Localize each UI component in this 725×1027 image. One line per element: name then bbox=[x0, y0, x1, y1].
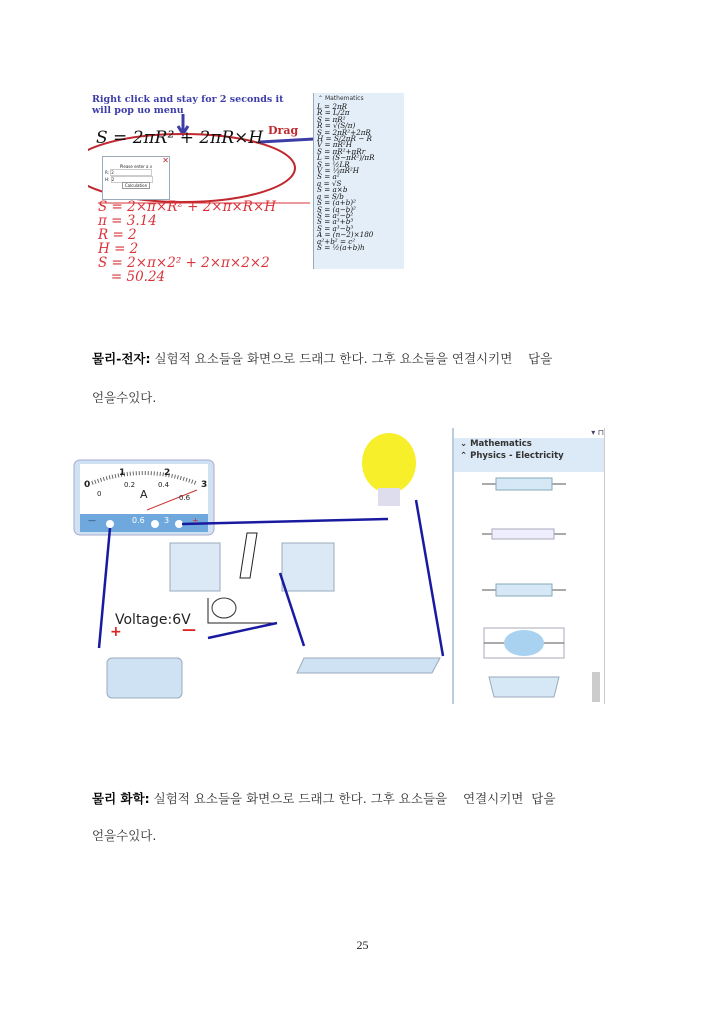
formula-item[interactable]: S = ½LR bbox=[317, 159, 350, 169]
formula-item[interactable]: S = a³+b³ bbox=[317, 217, 354, 227]
h-input[interactable]: 2 bbox=[111, 176, 153, 183]
paragraph-text: 실험적 요소들을 화면으로 드래그 한다. 그후 요소들을 연결시키면 답을 bbox=[149, 791, 556, 806]
formula-item[interactable]: H = S/2πR − R bbox=[317, 134, 372, 144]
formula-item[interactable]: V = ⅓πR²H bbox=[317, 166, 360, 176]
section-label: Mathematics bbox=[470, 439, 532, 449]
r-input[interactable]: 2 bbox=[110, 169, 152, 176]
formula-item[interactable]: S = 2πR²+2πR bbox=[317, 127, 371, 137]
panel-pin-icon[interactable]: ▾ ⊓ bbox=[591, 428, 604, 437]
field-label: H: bbox=[105, 177, 110, 182]
scrollbar[interactable] bbox=[592, 672, 600, 702]
instruction-note: Right click and stay for 2 seconds it will pop uo menu bbox=[92, 94, 284, 116]
formula-item[interactable]: L = (S−πR²)/πR bbox=[317, 153, 375, 163]
result-line: S = 2×π×2² + 2×π×2×2 bbox=[98, 255, 270, 271]
resistor-element bbox=[482, 478, 566, 490]
drag-arrow bbox=[260, 139, 314, 142]
header-label: Mathematics bbox=[324, 95, 364, 102]
circuit-graphics bbox=[72, 428, 452, 706]
scale-label: 0 bbox=[97, 490, 102, 498]
formula-item[interactable]: S = a² bbox=[317, 172, 340, 182]
formula-item[interactable]: S = πR² bbox=[317, 114, 346, 124]
element-panel bbox=[452, 428, 605, 704]
calculation-button[interactable]: Calculation bbox=[122, 182, 150, 189]
voltage-label: Voltage:6V bbox=[115, 612, 191, 628]
formula-item[interactable]: S = (a−b)² bbox=[317, 204, 356, 214]
formula-panel bbox=[313, 93, 404, 269]
element-list bbox=[454, 472, 602, 704]
formula-drag-figure bbox=[88, 92, 406, 285]
scale-label: 1 bbox=[119, 468, 126, 478]
close-icon[interactable]: ✕ bbox=[162, 156, 169, 165]
formula-item[interactable]: S = a³−b³ bbox=[317, 223, 354, 233]
terminal-label: 0.6 bbox=[132, 516, 145, 525]
section-physics-electricity[interactable]: ⌃ Physics - Electricity bbox=[460, 451, 564, 461]
formula-item[interactable]: S = ½(a+b)h bbox=[317, 242, 365, 252]
formula-item[interactable]: a = S/b bbox=[317, 191, 344, 201]
formula-item[interactable]: L = 2πR bbox=[317, 102, 348, 111]
scale-label: 0.4 bbox=[158, 481, 170, 489]
parameter-dialog bbox=[102, 156, 170, 200]
formula-item[interactable]: a = √S bbox=[317, 178, 342, 188]
section-mathematics[interactable]: ⌄ Mathematics bbox=[460, 439, 532, 449]
dialog-title: Please enter a v bbox=[119, 164, 153, 169]
formula-list bbox=[314, 104, 404, 251]
section-label: Physics - Electricity bbox=[470, 451, 564, 461]
calculation-result bbox=[98, 200, 276, 284]
formula-item[interactable]: S = a²−b² bbox=[317, 210, 354, 220]
mathematics-header[interactable]: ⌃ Mathematics bbox=[318, 95, 364, 102]
formula-item[interactable]: R = √(S/π) bbox=[317, 121, 356, 131]
unit-label: A bbox=[140, 488, 148, 501]
paragraph-text: 실험적 요소들을 화면으로 드래그 한다. 그후 요소들을 연결시키면 답을 bbox=[150, 351, 553, 366]
resistor-element bbox=[482, 584, 566, 596]
formula-item[interactable]: V = πR²H bbox=[317, 140, 353, 150]
formula-expression[interactable]: S = 2πR² + 2πR×H bbox=[96, 128, 264, 148]
paragraph-text-line2: 얻을수있다. bbox=[92, 828, 157, 843]
paragraph-text-line2: 얻을수있다. bbox=[92, 390, 157, 405]
coil-element bbox=[489, 677, 559, 697]
terminal-label: 3 bbox=[164, 516, 170, 525]
circuit-figure bbox=[72, 428, 602, 706]
formula-item[interactable]: S = πR²+πRr bbox=[317, 146, 366, 156]
result-line: H = 2 bbox=[98, 241, 139, 257]
scale-label: 3 bbox=[201, 480, 208, 490]
result-line: S = 2×π×R² + 2×π×R×H bbox=[98, 199, 277, 215]
paragraph-physical-chemistry bbox=[92, 789, 555, 807]
scale-label: 0 bbox=[84, 480, 91, 490]
lamp-element bbox=[484, 628, 564, 658]
formula-item[interactable]: S = a×b bbox=[317, 185, 348, 195]
paragraph-heading: 물리-전자: bbox=[92, 351, 151, 366]
terminal-label: — bbox=[88, 516, 96, 525]
scale-label: 0.2 bbox=[124, 481, 136, 489]
field-label: R: bbox=[105, 170, 110, 175]
drag-label: Drag bbox=[268, 124, 299, 137]
formula-item[interactable]: A = (n−2)×180 bbox=[317, 230, 374, 240]
formula-item[interactable]: a²+b² = c² bbox=[317, 236, 356, 246]
terminal-label: + bbox=[192, 516, 199, 525]
result-line: π = 3.14 bbox=[98, 213, 157, 229]
rheostat-element bbox=[482, 529, 566, 539]
paragraph-heading: 물리 화학: bbox=[92, 791, 150, 806]
paragraph-electronics bbox=[92, 349, 552, 367]
formula-item[interactable]: S = (a+b)² bbox=[317, 198, 356, 208]
page-number: 25 bbox=[356, 938, 369, 952]
negative-sign: — bbox=[182, 622, 196, 638]
result-line: R = 2 bbox=[98, 227, 137, 243]
positive-sign: + bbox=[110, 624, 122, 640]
scale-label: 2 bbox=[164, 468, 171, 478]
result-line: = 50.24 bbox=[98, 269, 166, 285]
scale-label: 0.6 bbox=[179, 494, 191, 502]
formula-item[interactable]: R = L/2π bbox=[317, 108, 350, 118]
